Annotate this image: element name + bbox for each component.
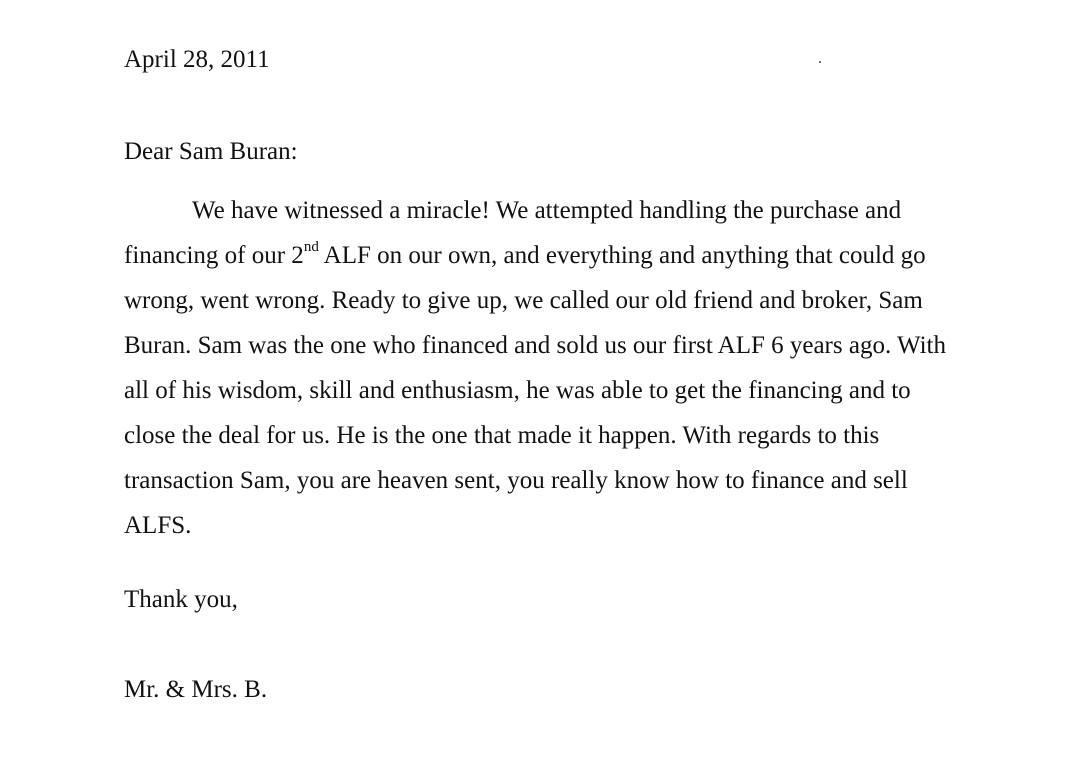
paragraph-line-1: We have witnessed a miracle! We attempted handling the purchase and xyxy=(192,197,902,224)
paragraph-line-3: wrong, went wrong. Ready to give up, we called our old friend and broker, Sam xyxy=(124,287,923,314)
letter-date: April 28, 2011 xyxy=(124,46,270,73)
paragraph-line-2-end: ALF on our own, and everything and anything that could go xyxy=(318,242,926,269)
paragraph-line-2-start: financing of our 2 xyxy=(124,242,304,269)
paragraph-line-2 xyxy=(124,240,926,272)
paragraph-line-6: close the deal for us. He is the one that made it happen. With regards to this xyxy=(124,422,880,449)
paragraph-line-4: Buran. Sam was the one who financed and sold us our first ALF 6 years ago. With xyxy=(124,332,946,359)
paragraph-line-5: all of his wisdom, skill and enthusiasm, he was able to get the financing and to xyxy=(124,377,911,404)
scan-speck xyxy=(819,61,821,63)
salutation: Dear Sam Buran: xyxy=(124,138,298,165)
ordinal-superscript: nd xyxy=(303,238,319,255)
paragraph-line-7: transaction Sam, you are heaven sent, you really know how to finance and sell xyxy=(124,467,908,494)
closing: Thank you, xyxy=(124,586,238,613)
paragraph-line-8: ALFS. xyxy=(124,512,192,539)
signature: Mr. & Mrs. B. xyxy=(124,676,268,703)
